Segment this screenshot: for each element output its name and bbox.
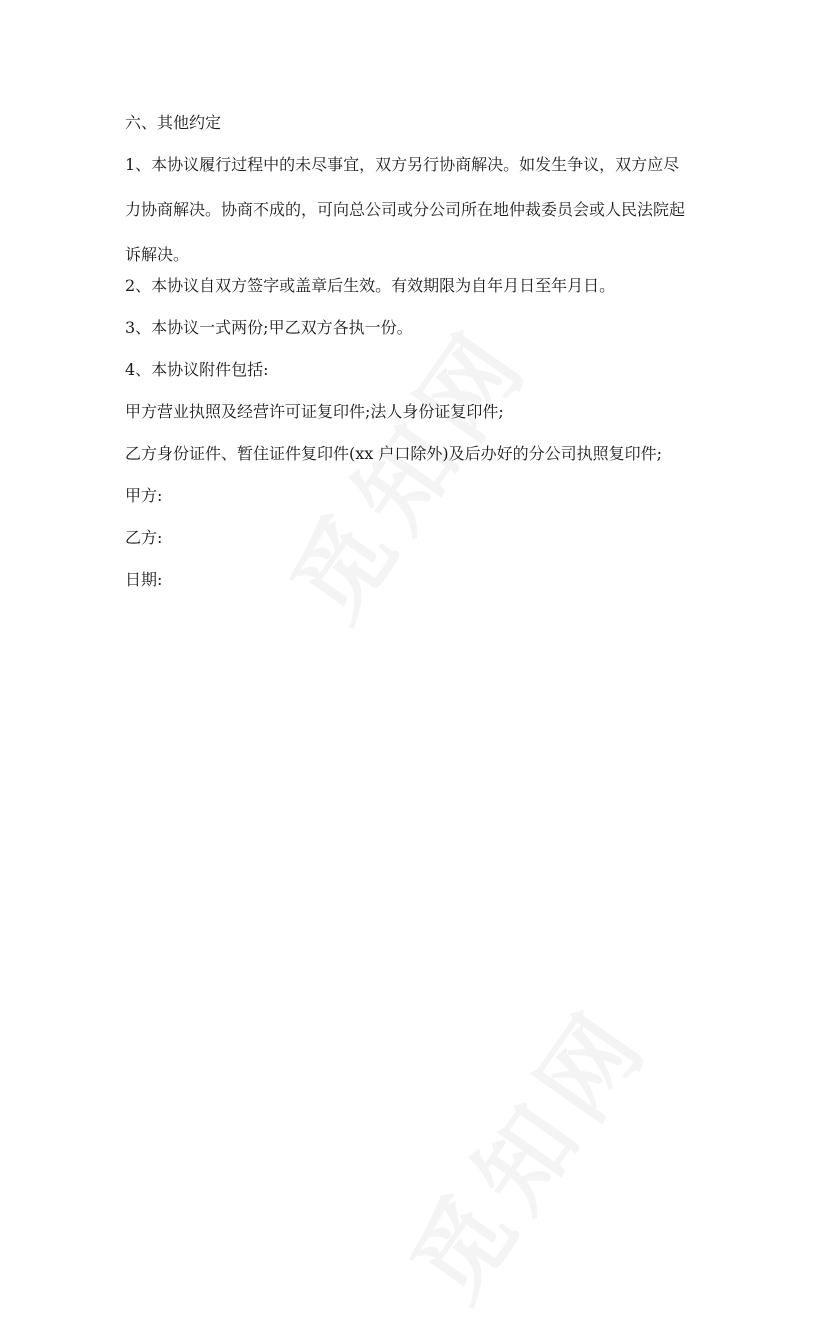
clause-1-line: 1、本协议履行过程中的未尽事宜，双方另行协商解决。如发生争议，双方应尽 (125, 155, 680, 174)
party-a-label: 甲方: (125, 486, 163, 505)
watermark (374, 974, 676, 1323)
clause-1-line: 力协商解决。协商不成的，可向总公司或分公司所在地仲裁委员会或人民法院起 (125, 200, 686, 219)
section-heading: 六、其他约定 (125, 113, 222, 132)
clause-1 (125, 142, 705, 277)
clause-2: 2、本协议自双方签字或盖章后生效。有效期限为自年月日至年月日。 (125, 276, 616, 295)
clause-1-line: 诉解决。 (125, 245, 190, 264)
clause-3: 3、本协议一式两份;甲乙双方各执一份。 (125, 318, 413, 337)
attachment-1: 甲方营业执照及经营许可证复印件;法人身份证复印件; (125, 402, 504, 421)
document-body (125, 112, 705, 611)
clause-4: 4、本协议附件包括: (125, 360, 269, 379)
party-b-label: 乙方: (125, 528, 163, 547)
attachment-2: 乙方身份证件、暂住证件复印件(xx 户口除外)及后办好的分公司执照复印件; (125, 444, 663, 463)
date-label: 日期: (125, 570, 163, 589)
